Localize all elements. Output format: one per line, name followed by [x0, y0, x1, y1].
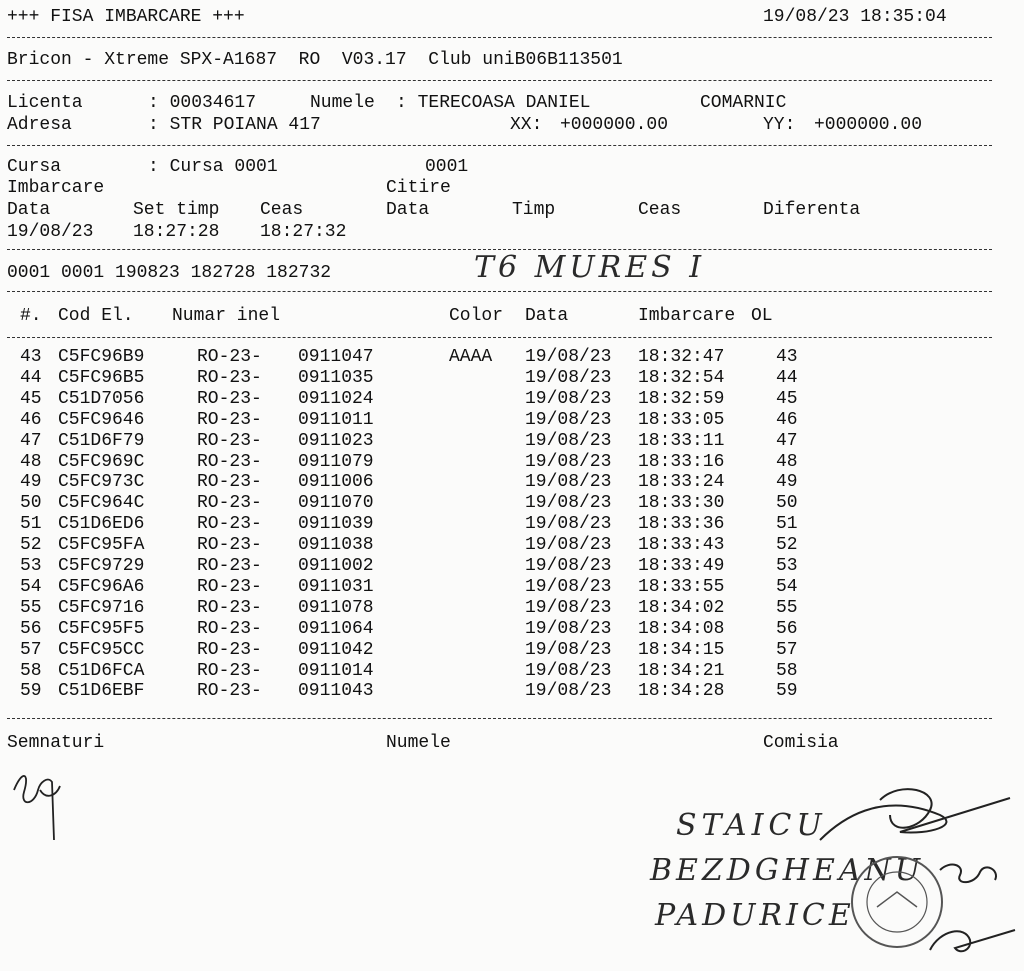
value-set-timp: 18:27:28 [133, 222, 220, 242]
xx-label: XX: [510, 115, 543, 135]
th-nr: #. [20, 306, 42, 326]
row-date: 19/08/23 [525, 409, 612, 430]
row-ol: 49 [776, 472, 798, 493]
row-cod: C51D6ED6 [58, 514, 145, 535]
row-time: 18:34:02 [638, 597, 725, 618]
row-ol: 43 [776, 347, 798, 367]
row-number: 55 [20, 597, 42, 618]
row-cod: C5FC973C [58, 472, 145, 493]
row-date: 19/08/23 [525, 556, 612, 576]
row-time: 18:33:11 [638, 430, 725, 451]
row-ol: 58 [776, 660, 798, 681]
row-time: 18:32:47 [638, 347, 725, 367]
row-time: 18:33:24 [638, 472, 725, 493]
semnaturi-label: Semnaturi [7, 733, 105, 753]
row-ol: 46 [776, 409, 798, 430]
row-ol: 59 [776, 681, 798, 702]
row-ol: 44 [776, 367, 798, 388]
row-number: 58 [20, 660, 42, 681]
row-number: 57 [20, 639, 42, 660]
row-ring-number: 0911078 [298, 597, 374, 618]
localitate: COMARNIC [700, 93, 787, 113]
row-ring-prefix: RO-23- [197, 472, 262, 493]
row-cod: C5FC96A6 [58, 576, 145, 597]
row-number: 48 [20, 451, 42, 472]
row-date: 19/08/23 [525, 597, 612, 618]
row-ol: 45 [776, 388, 798, 409]
row-ring-number: 0911038 [298, 535, 374, 556]
row-ring-prefix: RO-23- [197, 618, 262, 639]
row-time: 18:34:21 [638, 660, 725, 681]
row-date: 19/08/23 [525, 660, 612, 681]
row-cod: C5FC969C [58, 451, 145, 472]
yy-label: YY: [763, 115, 796, 135]
col-data-citire: Data [386, 200, 430, 220]
xx-value: +000000.00 [560, 115, 669, 135]
row-ring-prefix: RO-23- [197, 660, 262, 681]
report-title: +++ FISA IMBARCARE +++ [7, 7, 245, 27]
row-ring-number: 0911024 [298, 388, 374, 409]
th-inel: Numar inel [172, 306, 281, 326]
comisia-label: Comisia [763, 733, 839, 753]
row-number: 45 [20, 388, 42, 409]
row-number: 44 [20, 367, 42, 388]
row-number: 54 [20, 576, 42, 597]
row-color: AAAA [449, 347, 493, 367]
row-ring-number: 0911070 [298, 493, 374, 514]
row-ring-number: 0911043 [298, 681, 374, 702]
row-number: 47 [20, 430, 42, 451]
row-date: 19/08/23 [525, 430, 612, 451]
row-ring-number: 0911023 [298, 430, 374, 451]
row-ol: 57 [776, 639, 798, 660]
row-date: 19/08/23 [525, 514, 612, 535]
value-data: 19/08/23 [7, 222, 94, 242]
commission-name-1: STAICU [676, 808, 827, 843]
row-ring-prefix: RO-23- [197, 576, 262, 597]
row-ring-prefix: RO-23- [197, 409, 262, 430]
col-diferenta: Diferenta [763, 200, 861, 220]
row-time: 18:33:05 [638, 409, 725, 430]
col-data: Data [7, 200, 51, 220]
row-date: 19/08/23 [525, 347, 612, 367]
numele-value: : TERECOASA DANIEL [396, 93, 591, 113]
row-number: 52 [20, 535, 42, 556]
th-data: Data [525, 306, 569, 326]
row-ol: 54 [776, 576, 798, 597]
report-datetime: 19/08/23 18:35:04 [763, 7, 947, 27]
row-time: 18:34:28 [638, 681, 725, 702]
row-cod: C5FC96B9 [58, 347, 145, 367]
row-number: 59 [20, 681, 42, 702]
row-number: 50 [20, 493, 42, 514]
th-color: Color [449, 306, 504, 326]
row-time: 18:33:55 [638, 576, 725, 597]
row-ring-prefix: RO-23- [197, 639, 262, 660]
licenta-label: Licenta [7, 93, 83, 113]
row-ring-prefix: RO-23- [197, 451, 262, 472]
row-date: 19/08/23 [525, 388, 612, 409]
row-ring-number: 0911011 [298, 409, 374, 430]
row-date: 19/08/23 [525, 472, 612, 493]
row-date: 19/08/23 [525, 451, 612, 472]
adresa-label: Adresa [7, 115, 72, 135]
cursa-code: 0001 [425, 157, 469, 177]
row-ol: 47 [776, 430, 798, 451]
value-ceas: 18:27:32 [260, 222, 347, 242]
commission-name-2: BEZDGHEANU [650, 853, 925, 888]
row-number: 49 [20, 472, 42, 493]
row-cod: C5FC9716 [58, 597, 145, 618]
row-ring-number: 0911002 [298, 556, 374, 576]
row-ring-number: 0911014 [298, 660, 374, 681]
citire-label: Citire [386, 178, 451, 198]
cursa-value: : Cursa 0001 [148, 157, 278, 177]
row-time: 18:34:08 [638, 618, 725, 639]
col-ceas: Ceas [260, 200, 304, 220]
row-ol: 50 [776, 493, 798, 514]
row-ol: 56 [776, 618, 798, 639]
row-ring-prefix: RO-23- [197, 556, 262, 576]
col-set-timp: Set timp [133, 200, 220, 220]
row-ring-prefix: RO-23- [197, 493, 262, 514]
row-time: 18:33:49 [638, 556, 725, 576]
row-date: 19/08/23 [525, 367, 612, 388]
row-ring-prefix: RO-23- [197, 430, 262, 451]
row-time: 18:32:59 [638, 388, 725, 409]
row-time: 18:33:30 [638, 493, 725, 514]
row-date: 19/08/23 [525, 618, 612, 639]
row-time: 18:33:16 [638, 451, 725, 472]
commission-name-3: PADURICE [655, 898, 855, 933]
licenta-value: : 00034617 [148, 93, 257, 113]
row-time: 18:34:15 [638, 639, 725, 660]
row-date: 19/08/23 [525, 639, 612, 660]
row-ring-prefix: RO-23- [197, 388, 262, 409]
row-ring-number: 0911064 [298, 618, 374, 639]
row-ring-number: 0911006 [298, 472, 374, 493]
col-timp: Timp [512, 200, 556, 220]
row-date: 19/08/23 [525, 535, 612, 556]
row-ring-number: 0911079 [298, 451, 374, 472]
row-ring-number: 0911031 [298, 576, 374, 597]
row-date: 19/08/23 [525, 681, 612, 702]
row-ol: 48 [776, 451, 798, 472]
row-cod: C5FC9646 [58, 409, 145, 430]
row-number: 43 [20, 347, 42, 367]
row-time: 18:33:36 [638, 514, 725, 535]
row-cod: C51D6FCA [58, 660, 145, 681]
numele-label: Numele [310, 93, 375, 113]
yy-value: +000000.00 [814, 115, 923, 135]
row-ring-number: 0911039 [298, 514, 374, 535]
row-cod: C5FC95CC [58, 639, 145, 660]
row-cod: C51D7056 [58, 388, 145, 409]
adresa-value: : STR POIANA 417 [148, 115, 321, 135]
th-imbarcare: Imbarcare [638, 306, 736, 326]
row-cod: C5FC96B5 [58, 367, 145, 388]
th-cod: Cod El. [58, 306, 134, 326]
row-number: 46 [20, 409, 42, 430]
row-time: 18:32:54 [638, 367, 725, 388]
row-cod: C5FC95F5 [58, 618, 145, 639]
row-ring-prefix: RO-23- [197, 681, 262, 702]
row-ol: 51 [776, 514, 798, 535]
row-cod: C5FC95FA [58, 535, 145, 556]
row-date: 19/08/23 [525, 493, 612, 514]
row-cod: C51D6EBF [58, 681, 145, 702]
row-ring-number: 0911042 [298, 639, 374, 660]
row-ol: 53 [776, 556, 798, 576]
cursa-label: Cursa [7, 157, 62, 177]
row-number: 56 [20, 618, 42, 639]
row-ring-prefix: RO-23- [197, 347, 262, 367]
row-number: 51 [20, 514, 42, 535]
row-ring-prefix: RO-23- [197, 367, 262, 388]
device-info: Bricon - Xtreme SPX-A1687 RO V03.17 Club uniB06B113501 [7, 50, 623, 70]
row-ring-prefix: RO-23- [197, 597, 262, 618]
row-ring-number: 0911035 [298, 367, 374, 388]
row-number: 53 [20, 556, 42, 576]
row-ring-prefix: RO-23- [197, 535, 262, 556]
row-ring-prefix: RO-23- [197, 514, 262, 535]
club-stamp [847, 852, 947, 952]
row-cod: C51D6F79 [58, 430, 145, 451]
th-ol: OL [751, 306, 773, 326]
row-ol: 52 [776, 535, 798, 556]
row-time: 18:33:43 [638, 535, 725, 556]
row-ring-number: 0911047 [298, 347, 374, 367]
race-code-line: 0001 0001 190823 182728 182732 [7, 263, 332, 283]
row-ol: 55 [776, 597, 798, 618]
numele-label-footer: Numele [386, 733, 451, 753]
row-cod: C5FC9729 [58, 556, 145, 576]
row-cod: C5FC964C [58, 493, 145, 514]
col-ceas-citire: Ceas [638, 200, 682, 220]
imbarcare-label: Imbarcare [7, 178, 105, 198]
handwritten-note: T6 MURES I [474, 250, 706, 285]
row-date: 19/08/23 [525, 576, 612, 597]
